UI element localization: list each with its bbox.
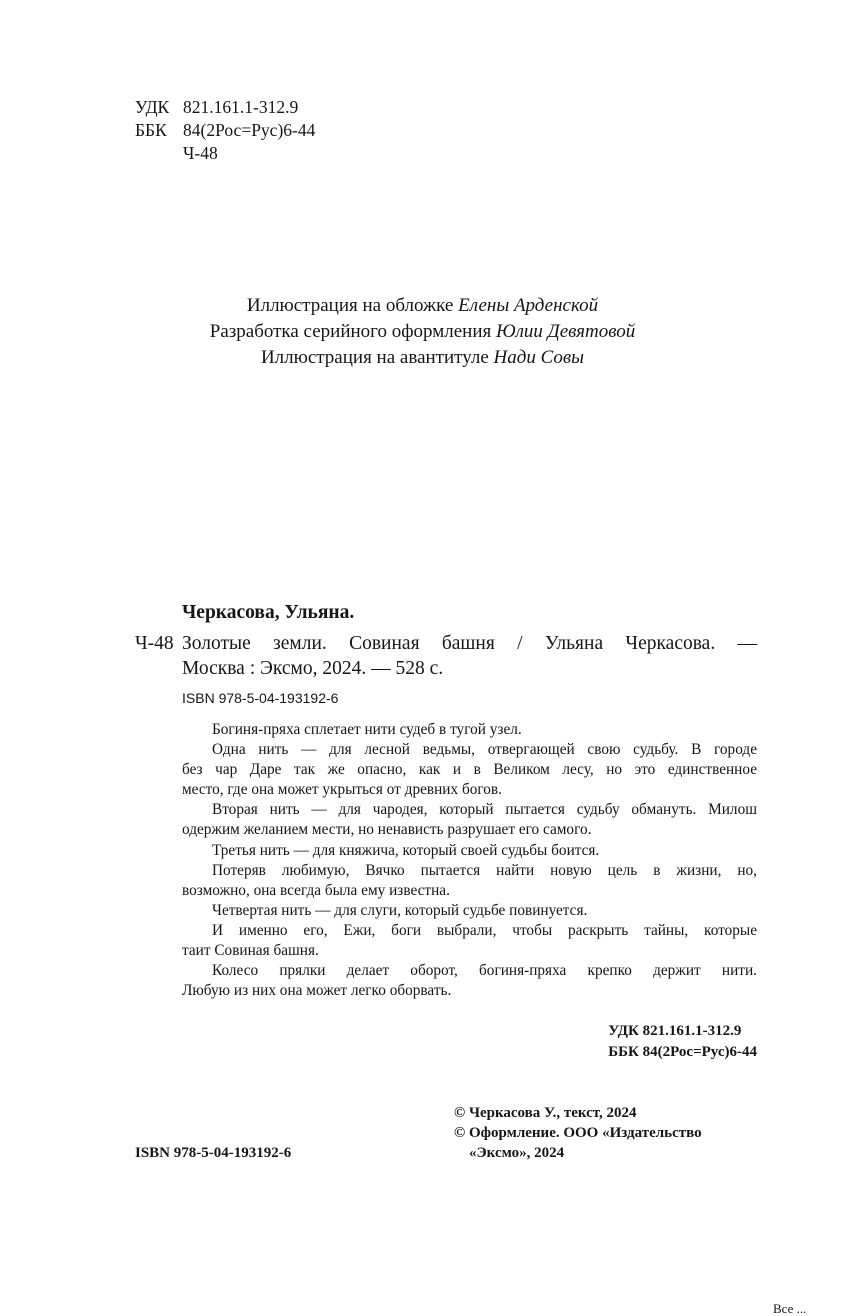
author-heading: Черкасова, Ульяна. — [182, 602, 355, 623]
annotation-line: Богиня-пряха сплетает нити судеб в тугой узел. — [212, 721, 522, 738]
annotation-line: возможно, она всегда была ему известна. — [182, 881, 450, 899]
copyright-design: © Оформление. ООО «Издательство — [454, 1125, 702, 1141]
bbk-row — [135, 119, 315, 141]
credit-frontispiece-illustration — [0, 345, 845, 371]
bib-title-line-2: Москва : Эксмо, 2024. — 528 с. — [182, 658, 444, 679]
bottom-bbk: ББК 84(2Рос=Рус)6-44 — [608, 1044, 757, 1060]
annotation-line: Потеряв любимую, Вячко пытается найти новую цель в жизни, но, — [212, 861, 757, 879]
page-footer-fragment: Все ... — [773, 1301, 807, 1316]
copyright-design-cont: «Эксмо», 2024 — [469, 1145, 565, 1161]
cutter-code: Ч-48 — [183, 143, 218, 163]
credit-role: Иллюстрация на обложке — [246, 295, 454, 316]
annotation-line: без чар Даре так же опасно, как и в Великом лесу, но это единственное — [182, 761, 757, 779]
annotation-line: Вторая нить — для чародея, который пытается судьбу обмануть. Милош — [212, 801, 757, 819]
credits-block — [0, 293, 845, 371]
bbk-value: 84(2Рос=Рус)6-44 — [183, 120, 316, 140]
annotation-line: место, где она может укрыться от древних богов. — [182, 781, 502, 799]
bib-isbn: ISBN 978-5-04-193192-6 — [182, 690, 339, 706]
annotation-line: И именно его, Ежи, боги выбрали, чтобы раскрыть тайны, которые — [212, 921, 757, 939]
bbk-label: ББК — [135, 120, 167, 140]
credit-series-design — [0, 319, 845, 345]
bib-cutter: Ч-48 — [135, 633, 174, 654]
bottom-classification — [608, 1021, 757, 1063]
copyright-block — [454, 1103, 702, 1163]
annotation-line: таит Совиная башня. — [182, 942, 319, 960]
annotation-line: Колесо прялки делает оборот, богиня-пряха крепко держит нити. — [212, 962, 757, 980]
bib-title-line-1: Золотые земли. Совиная башня / Ульяна Черкасова. — — [182, 633, 757, 654]
credit-name: Нади Совы — [493, 347, 585, 368]
cutter-row — [135, 142, 218, 164]
annotation-line: Любую из них она может легко оборвать. — [182, 982, 452, 1000]
credit-cover-illustration — [0, 293, 845, 319]
credit-role: Разработка серийного оформления — [209, 321, 492, 342]
credit-name: Елены Арденской — [458, 295, 599, 316]
bottom-isbn: ISBN 978-5-04-193192-6 — [135, 1145, 292, 1161]
credit-name: Юлии Девятовой — [496, 321, 636, 342]
udk-value: 821.161.1-312.9 — [183, 97, 299, 117]
udk-label: УДК — [135, 97, 170, 117]
udk-row — [135, 96, 298, 118]
credit-role: Иллюстрация на авантитуле — [260, 347, 489, 368]
copyright-text: © Черкасова У., текст, 2024 — [454, 1105, 637, 1121]
annotation-line: Четвертая нить — для слуги, который судьбе повинуется. — [212, 901, 588, 919]
bottom-udk: УДК 821.161.1-312.9 — [608, 1023, 742, 1039]
annotation-line: Одна нить — для лесной ведьмы, отвергающей свою судьбу. В городе — [212, 741, 757, 759]
annotation — [182, 720, 757, 1001]
annotation-line: Третья нить — для княжича, который своей судьбы боится. — [212, 841, 600, 859]
annotation-line: одержим желанием мести, но ненависть разрушает его самого. — [182, 821, 592, 839]
